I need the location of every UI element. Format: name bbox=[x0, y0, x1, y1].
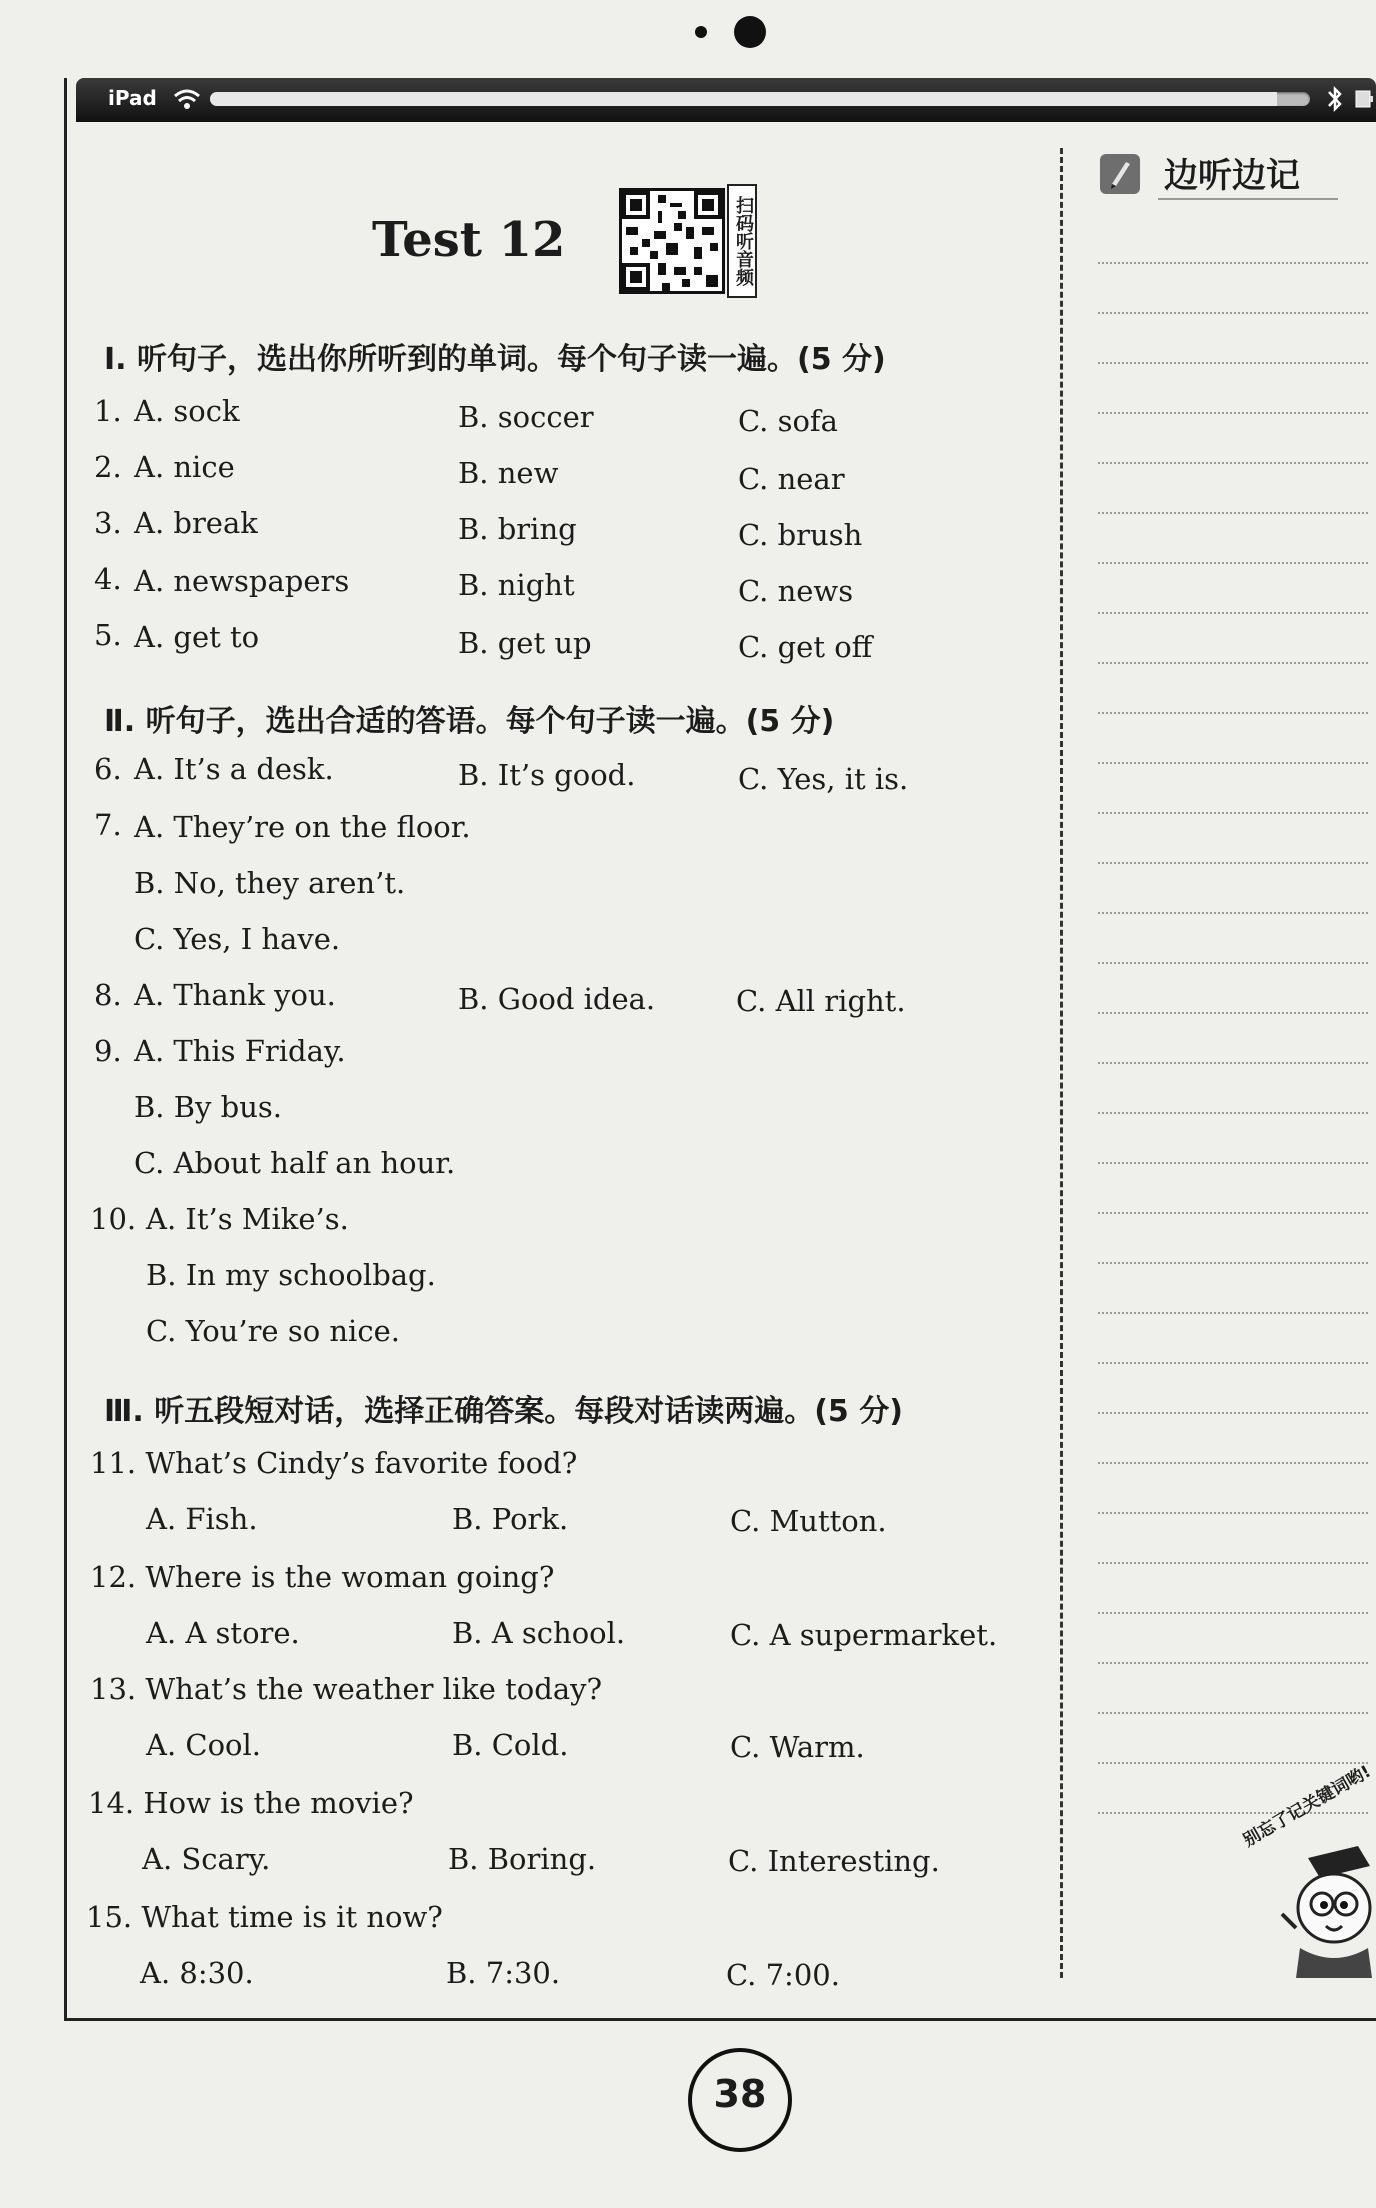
question-number: 7. bbox=[94, 808, 122, 842]
note-line[interactable] bbox=[1098, 662, 1368, 664]
option-c[interactable]: C. brush bbox=[738, 518, 863, 552]
question-text: 12. Where is the woman going? bbox=[90, 1560, 555, 1594]
question-text: 11. What’s Cindy’s favorite food? bbox=[90, 1446, 578, 1480]
device-label: iPad bbox=[108, 86, 157, 110]
note-line[interactable] bbox=[1098, 1512, 1368, 1514]
device-status-bar bbox=[76, 78, 1376, 122]
option-b[interactable]: B. A school. bbox=[452, 1616, 626, 1650]
notes-header bbox=[1098, 148, 1338, 202]
option-a[interactable]: A. They’re on the floor. bbox=[134, 810, 471, 844]
note-line[interactable] bbox=[1098, 412, 1368, 414]
question-number: 6. bbox=[94, 752, 122, 786]
option-a[interactable]: A. A store. bbox=[146, 1616, 300, 1650]
option-c[interactable]: C. Yes, I have. bbox=[134, 922, 341, 956]
note-line[interactable] bbox=[1098, 1712, 1368, 1714]
option-c[interactable]: C. Yes, it is. bbox=[738, 762, 909, 796]
notes-title-underline bbox=[1158, 198, 1338, 200]
decor-dot-large bbox=[734, 16, 766, 48]
option-b[interactable]: B. Pork. bbox=[452, 1502, 569, 1536]
question-text: 13. What’s the weather like today? bbox=[90, 1672, 603, 1706]
progress-bar bbox=[210, 92, 1310, 106]
option-b[interactable]: B. Cold. bbox=[452, 1728, 569, 1762]
decor-dot-small bbox=[695, 26, 707, 38]
question-text: 15. What time is it now? bbox=[86, 1900, 443, 1934]
note-line[interactable] bbox=[1098, 462, 1368, 464]
option-c[interactable]: C. About half an hour. bbox=[134, 1146, 456, 1180]
battery-icon bbox=[1354, 88, 1374, 110]
question-number: 3. bbox=[94, 506, 122, 540]
note-line[interactable] bbox=[1098, 1412, 1368, 1414]
note-line[interactable] bbox=[1098, 912, 1368, 914]
section-heading-3: Ⅲ. 听五段短对话，选择正确答案。每段对话读两遍。(5 分) bbox=[104, 1394, 903, 1429]
option-b[interactable]: B. Good idea. bbox=[458, 982, 656, 1016]
section-heading-2: Ⅱ. 听句子，选出合适的答语。每个句子读一遍。(5 分) bbox=[104, 704, 835, 739]
option-c[interactable]: C. 7:00. bbox=[726, 1958, 840, 1992]
question-number: 2. bbox=[94, 450, 122, 484]
note-line[interactable] bbox=[1098, 1462, 1368, 1464]
note-line[interactable] bbox=[1098, 1212, 1368, 1214]
option-c[interactable]: C. get off bbox=[738, 630, 873, 664]
option-c[interactable]: C. Warm. bbox=[730, 1730, 865, 1764]
option-c[interactable]: C. You’re so nice. bbox=[146, 1314, 400, 1348]
option-c[interactable]: C. news bbox=[738, 574, 854, 608]
pencil-icon bbox=[1098, 152, 1142, 196]
note-line[interactable] bbox=[1098, 1612, 1368, 1614]
option-a[interactable]: A. newspapers bbox=[134, 564, 350, 598]
option-c[interactable]: C. Interesting. bbox=[728, 1844, 940, 1878]
note-line[interactable] bbox=[1098, 1312, 1368, 1314]
option-a[interactable]: A. nice bbox=[134, 450, 235, 484]
note-line[interactable] bbox=[1098, 262, 1368, 264]
qr-audio-block[interactable] bbox=[605, 182, 755, 302]
notes-column-divider bbox=[1060, 148, 1063, 1978]
question-number: 10. bbox=[90, 1202, 137, 1236]
question-text: 14. How is the movie? bbox=[88, 1786, 414, 1820]
note-line[interactable] bbox=[1098, 712, 1368, 714]
option-b[interactable]: B. night bbox=[458, 568, 575, 602]
option-b[interactable]: B. It’s good. bbox=[458, 758, 636, 792]
option-c[interactable]: C. sofa bbox=[738, 404, 838, 438]
note-line[interactable] bbox=[1098, 612, 1368, 614]
note-line[interactable] bbox=[1098, 1762, 1368, 1764]
mascot-speech: 别忘了记关键词哟! bbox=[1240, 1761, 1375, 1851]
notes-title: 边听边记 bbox=[1164, 156, 1300, 196]
note-line[interactable] bbox=[1098, 862, 1368, 864]
note-line[interactable] bbox=[1098, 1562, 1368, 1564]
option-a[interactable]: A. Scary. bbox=[142, 1842, 271, 1876]
note-line[interactable] bbox=[1098, 362, 1368, 364]
option-c[interactable]: C. Mutton. bbox=[730, 1504, 887, 1538]
question-number: 8. bbox=[94, 978, 122, 1012]
progress-bar-fill bbox=[210, 92, 1277, 106]
section-heading-1: Ⅰ. 听句子，选出你所听到的单词。每个句子读一遍。(5 分) bbox=[104, 342, 886, 377]
question-number: 9. bbox=[94, 1034, 122, 1068]
note-line[interactable] bbox=[1098, 1662, 1368, 1664]
option-b[interactable]: B. By bus. bbox=[134, 1090, 283, 1124]
note-line[interactable] bbox=[1098, 1062, 1368, 1064]
note-line[interactable] bbox=[1098, 1012, 1368, 1014]
note-line[interactable] bbox=[1098, 1362, 1368, 1364]
note-line[interactable] bbox=[1098, 1112, 1368, 1114]
page-title: Test 12 bbox=[372, 212, 566, 268]
note-line[interactable] bbox=[1098, 512, 1368, 514]
question-number: 1. bbox=[94, 394, 122, 428]
wifi-icon bbox=[172, 86, 202, 112]
qr-code-icon[interactable] bbox=[619, 188, 725, 294]
option-a[interactable]: A. Fish. bbox=[146, 1502, 258, 1536]
option-a[interactable]: A. sock bbox=[134, 394, 240, 428]
option-a[interactable]: A. It’s a desk. bbox=[134, 752, 334, 786]
bluetooth-icon bbox=[1324, 84, 1346, 114]
option-a[interactable]: A. This Friday. bbox=[134, 1034, 346, 1068]
question-number: 4. bbox=[94, 562, 122, 596]
note-line[interactable] bbox=[1098, 1162, 1368, 1164]
page-number: 38 bbox=[713, 2072, 767, 2116]
option-b[interactable]: B. new bbox=[458, 456, 559, 490]
option-a[interactable]: A. get to bbox=[134, 620, 260, 654]
note-line[interactable] bbox=[1098, 562, 1368, 564]
option-b[interactable]: B. 7:30. bbox=[446, 1956, 561, 1990]
note-line[interactable] bbox=[1098, 312, 1368, 314]
option-b[interactable]: B. Boring. bbox=[448, 1842, 597, 1876]
option-a[interactable]: A. break bbox=[134, 506, 258, 540]
option-c[interactable]: C. A supermarket. bbox=[730, 1618, 998, 1652]
option-b[interactable]: B. soccer bbox=[458, 400, 594, 434]
option-b[interactable]: B. No, they aren’t. bbox=[134, 866, 406, 900]
option-a[interactable]: A. Thank you. bbox=[134, 978, 336, 1012]
option-a[interactable]: A. It’s Mike’s. bbox=[146, 1202, 349, 1236]
note-line[interactable] bbox=[1098, 812, 1368, 814]
note-line[interactable] bbox=[1098, 1262, 1368, 1264]
note-line[interactable] bbox=[1098, 1812, 1368, 1814]
option-b[interactable]: B. bring bbox=[458, 512, 577, 546]
note-line[interactable] bbox=[1098, 762, 1368, 764]
page-frame-bottom-rule bbox=[64, 2018, 1376, 2021]
note-line[interactable] bbox=[1098, 962, 1368, 964]
option-c[interactable]: C. All right. bbox=[736, 984, 906, 1018]
option-a[interactable]: A. Cool. bbox=[146, 1728, 261, 1762]
option-c[interactable]: C. near bbox=[738, 462, 845, 496]
question-number: 5. bbox=[94, 618, 122, 652]
option-b[interactable]: B. In my schoolbag. bbox=[146, 1258, 436, 1292]
qr-caption: 扫码听音频 bbox=[727, 184, 757, 298]
option-a[interactable]: A. 8:30. bbox=[140, 1956, 254, 1990]
option-b[interactable]: B. get up bbox=[458, 626, 592, 660]
